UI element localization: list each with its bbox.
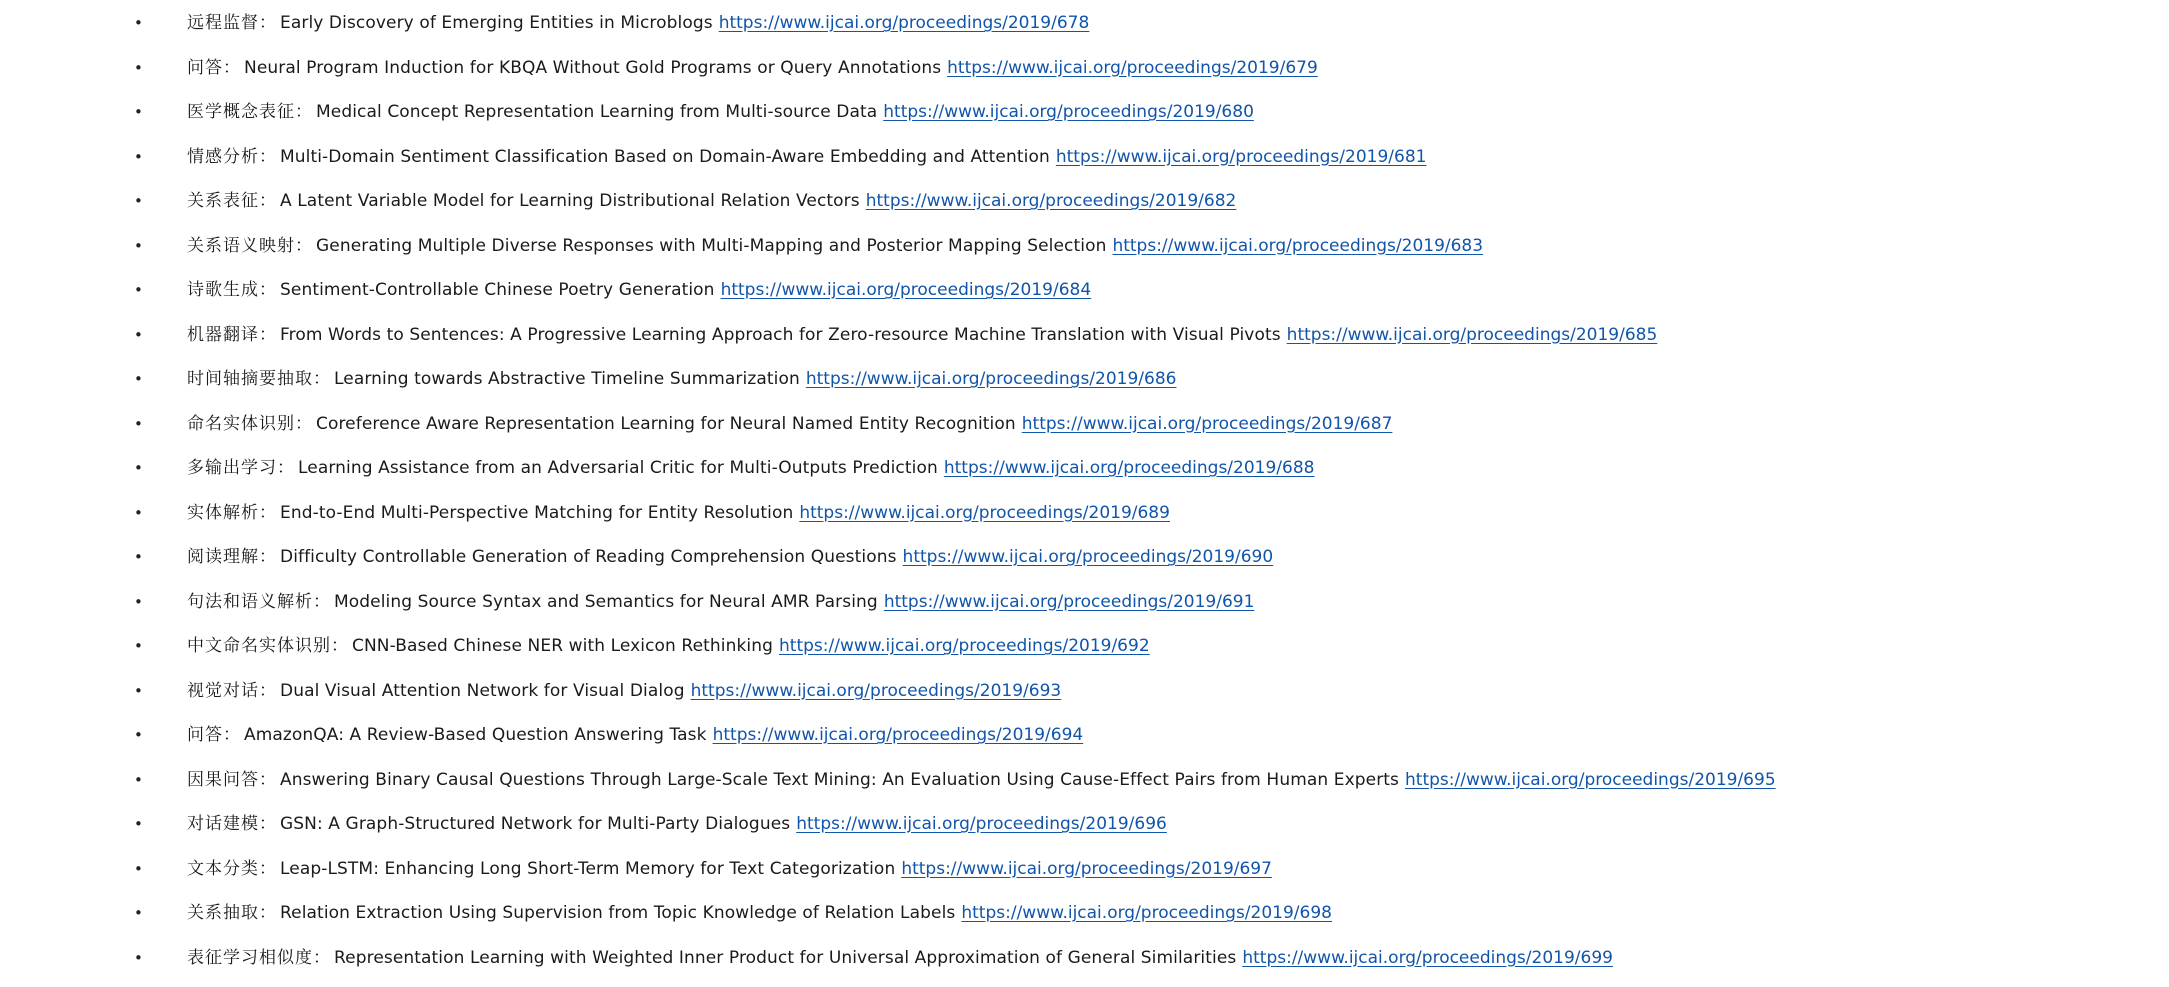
bullet: •: [134, 948, 143, 967]
paper-link[interactable]: https://www.ijcai.org/proceedings/2019/681: [1055, 146, 1427, 167]
topic-label: 机器翻译: [187, 324, 259, 345]
topic-separator: ：: [313, 947, 330, 968]
topic-label: 视觉对话: [187, 680, 259, 701]
topic-separator: ：: [295, 235, 312, 256]
topic-label: 时间轴摘要抽取: [187, 369, 313, 389]
paper-title: Generating Multiple Diverse Responses with Multi-Mapping and Posterior Mapping Selection: [316, 235, 1107, 256]
bullet: •: [134, 103, 143, 121]
list-item: [0, 624, 2169, 669]
item-text: [187, 758, 1776, 803]
item-text: [187, 1, 1089, 46]
paper-title: Learning towards Abstractive Timeline Summarization: [334, 369, 800, 389]
paper-title: From Words to Sentences: A Progressive Learning Approach for Zero-resource Machine Translation with Visual Pivots: [280, 324, 1281, 345]
paper-link[interactable]: https://www.ijcai.org/proceedings/2019/679: [947, 57, 1318, 78]
item-text: [187, 313, 1657, 358]
list-item: [0, 357, 2169, 402]
bullet: •: [134, 236, 143, 255]
topic-separator: ：: [259, 680, 276, 701]
paper-title: A Latent Variable Model for Learning Distributional Relation Vectors: [280, 191, 860, 211]
topic-separator: ：: [259, 903, 276, 923]
bullet: •: [134, 815, 143, 833]
paper-title: Coreference Aware Representation Learning for Neural Named Entity Recognition: [316, 413, 1016, 434]
bullet: •: [134, 503, 143, 522]
topic-separator: ：: [259, 280, 276, 300]
bullet: •: [134, 58, 143, 77]
topic-label: 阅读理解: [187, 547, 259, 567]
item-text: [187, 179, 1236, 224]
paper-title: GSN: A Graph-Structured Network for Multi-Party Dialogues: [280, 814, 791, 834]
paper-link[interactable]: https://www.ijcai.org/proceedings/2019/688: [943, 458, 1315, 478]
item-text: [187, 46, 1318, 91]
bullet: •: [134, 859, 143, 878]
list-item: [0, 90, 2169, 135]
paper-title: CNN-Based Chinese NER with Lexicon Rethinking: [352, 636, 774, 656]
topic-separator: ：: [259, 191, 276, 211]
bullet: •: [134, 370, 143, 388]
list-item: [0, 669, 2169, 714]
paper-link[interactable]: https://www.ijcai.org/proceedings/2019/695: [1405, 769, 1776, 790]
list-item: [0, 135, 2169, 180]
topic-separator: ：: [223, 57, 240, 78]
topic-separator: ：: [295, 102, 312, 122]
list-item: [0, 713, 2169, 758]
bullet: •: [134, 147, 143, 166]
paper-title: Early Discovery of Emerging Entities in Microblogs: [280, 13, 713, 33]
paper-title: Leap-LSTM: Enhancing Long Short-Term Memory for Text Categorization: [280, 858, 896, 879]
item-text: [187, 580, 1254, 625]
item-text: [187, 224, 1483, 269]
paper-link[interactable]: https://www.ijcai.org/proceedings/2019/699: [1242, 947, 1613, 968]
paper-title: Medical Concept Representation Learning from Multi-source Data: [316, 102, 878, 122]
topic-separator: ：: [259, 146, 276, 167]
topic-label: 远程监督: [187, 13, 259, 33]
item-text: [187, 936, 1613, 981]
item-text: [187, 491, 1170, 536]
paper-link[interactable]: https://www.ijcai.org/proceedings/2019/680: [883, 102, 1254, 122]
item-text: [187, 624, 1150, 669]
topic-separator: ：: [223, 725, 240, 745]
paper-link[interactable]: https://www.ijcai.org/proceedings/2019/690: [902, 547, 1274, 567]
topic-label: 中文命名实体识别: [187, 636, 331, 656]
bullet: •: [134, 681, 143, 700]
paper-link[interactable]: https://www.ijcai.org/proceedings/2019/682: [865, 191, 1237, 211]
topic-label: 诗歌生成: [187, 280, 259, 300]
paper-link[interactable]: https://www.ijcai.org/proceedings/2019/683: [1112, 235, 1484, 256]
item-text: [187, 135, 1426, 180]
paper-link[interactable]: https://www.ijcai.org/proceedings/2019/694: [712, 725, 1084, 745]
list-item: [0, 802, 2169, 847]
topic-separator: ：: [259, 502, 276, 523]
topic-label: 命名实体识别: [187, 413, 295, 434]
bullet: •: [134, 192, 143, 210]
topic-separator: ：: [313, 591, 330, 612]
paper-title: Representation Learning with Weighted Inner Product for Universal Approximation of General Similarities: [334, 947, 1237, 968]
list-item: [0, 313, 2169, 358]
topic-label: 对话建模: [187, 814, 259, 834]
topic-separator: ：: [295, 413, 312, 434]
list-item: [0, 580, 2169, 625]
topic-label: 情感分析: [187, 146, 259, 167]
paper-link[interactable]: https://www.ijcai.org/proceedings/2019/696: [796, 814, 1167, 834]
topic-label: 关系表征: [187, 191, 259, 211]
list-item: [0, 535, 2169, 580]
item-text: [187, 891, 1332, 936]
paper-link[interactable]: https://www.ijcai.org/proceedings/2019/678: [718, 13, 1090, 33]
item-text: [187, 669, 1061, 714]
bullet: •: [134, 904, 143, 922]
paper-title: Neural Program Induction for KBQA Without Gold Programs or Query Annotations: [244, 57, 942, 78]
paper-link[interactable]: https://www.ijcai.org/proceedings/2019/697: [901, 858, 1272, 879]
topic-label: 多输出学习: [187, 458, 277, 478]
list-item: [0, 179, 2169, 224]
topic-separator: ：: [259, 769, 276, 790]
paper-title: End-to-End Multi-Perspective Matching for Entity Resolution: [280, 502, 794, 523]
list-item: [0, 758, 2169, 803]
paper-link[interactable]: https://www.ijcai.org/proceedings/2019/698: [961, 903, 1332, 923]
topic-label: 文本分类: [187, 858, 259, 879]
item-text: [187, 357, 1176, 402]
topic-separator: ：: [313, 369, 330, 389]
item-text: [187, 535, 1273, 580]
paper-title: Multi-Domain Sentiment Classification Based on Domain-Aware Embedding and Attention: [280, 146, 1050, 167]
bullet: •: [134, 637, 143, 655]
paper-link[interactable]: https://www.ijcai.org/proceedings/2019/692: [779, 636, 1150, 656]
paper-link[interactable]: https://www.ijcai.org/proceedings/2019/687: [1021, 413, 1393, 434]
paper-link[interactable]: https://www.ijcai.org/proceedings/2019/685: [1286, 324, 1658, 345]
paper-title: Relation Extraction Using Supervision from Topic Knowledge of Relation Labels: [280, 903, 956, 923]
topic-label: 实体解析: [187, 502, 259, 523]
bullet: •: [134, 325, 143, 344]
bullet: •: [134, 281, 143, 299]
paper-link[interactable]: https://www.ijcai.org/proceedings/2019/686: [805, 369, 1177, 389]
item-text: [187, 90, 1254, 135]
list-item: [0, 268, 2169, 313]
bullet: •: [134, 548, 143, 566]
item-text: [187, 402, 1392, 447]
paper-link[interactable]: https://www.ijcai.org/proceedings/2019/693: [690, 680, 1062, 701]
paper-title: Learning Assistance from an Adversarial Critic for Multi-Outputs Prediction: [298, 458, 938, 478]
topic-label: 问答: [187, 725, 223, 745]
topic-label: 因果问答: [187, 769, 259, 790]
bullet: •: [134, 414, 143, 433]
item-text: [187, 268, 1091, 313]
list-item: [0, 891, 2169, 936]
topic-separator: ：: [331, 636, 348, 656]
topic-label: 关系语义映射: [187, 235, 295, 256]
topic-separator: ：: [277, 458, 294, 478]
bullet: •: [134, 592, 143, 611]
item-text: [187, 847, 1272, 892]
paper-title: Sentiment-Controllable Chinese Poetry Generation: [280, 280, 715, 300]
paper-title: AmazonQA: A Review-Based Question Answering Task: [244, 725, 707, 745]
topic-label: 问答: [187, 57, 223, 78]
topic-label: 句法和语义解析: [187, 591, 313, 612]
list-item: [0, 402, 2169, 447]
bullet: •: [134, 14, 143, 32]
list-item: [0, 46, 2169, 91]
topic-separator: ：: [259, 814, 276, 834]
paper-list: [0, 1, 2169, 980]
topic-label: 关系抽取: [187, 903, 259, 923]
paper-link[interactable]: https://www.ijcai.org/proceedings/2019/684: [720, 280, 1092, 300]
paper-title: Modeling Source Syntax and Semantics for Neural AMR Parsing: [334, 591, 878, 612]
list-item: [0, 224, 2169, 269]
topic-separator: ：: [259, 324, 276, 345]
topic-separator: ：: [259, 13, 276, 33]
bullet: •: [134, 459, 143, 477]
paper-title: Answering Binary Causal Questions Through Large-Scale Text Mining: An Evaluation Using Cause-Effect Pairs from Human Experts: [280, 769, 1400, 790]
bullet: •: [134, 770, 143, 789]
paper-title: Dual Visual Attention Network for Visual Dialog: [280, 680, 685, 701]
topic-label: 医学概念表征: [187, 102, 295, 122]
paper-title: Difficulty Controllable Generation of Reading Comprehension Questions: [280, 547, 897, 567]
list-item: [0, 491, 2169, 536]
topic-separator: ：: [259, 858, 276, 879]
list-item: [0, 1, 2169, 46]
bullet: •: [134, 726, 143, 744]
topic-label: 表征学习相似度: [187, 947, 313, 968]
paper-link[interactable]: https://www.ijcai.org/proceedings/2019/689: [799, 502, 1170, 523]
list-item: [0, 446, 2169, 491]
list-item: [0, 936, 2169, 981]
list-item: [0, 847, 2169, 892]
topic-separator: ：: [259, 547, 276, 567]
item-text: [187, 446, 1314, 491]
item-text: [187, 713, 1083, 758]
item-text: [187, 802, 1167, 847]
paper-link[interactable]: https://www.ijcai.org/proceedings/2019/691: [883, 591, 1255, 612]
